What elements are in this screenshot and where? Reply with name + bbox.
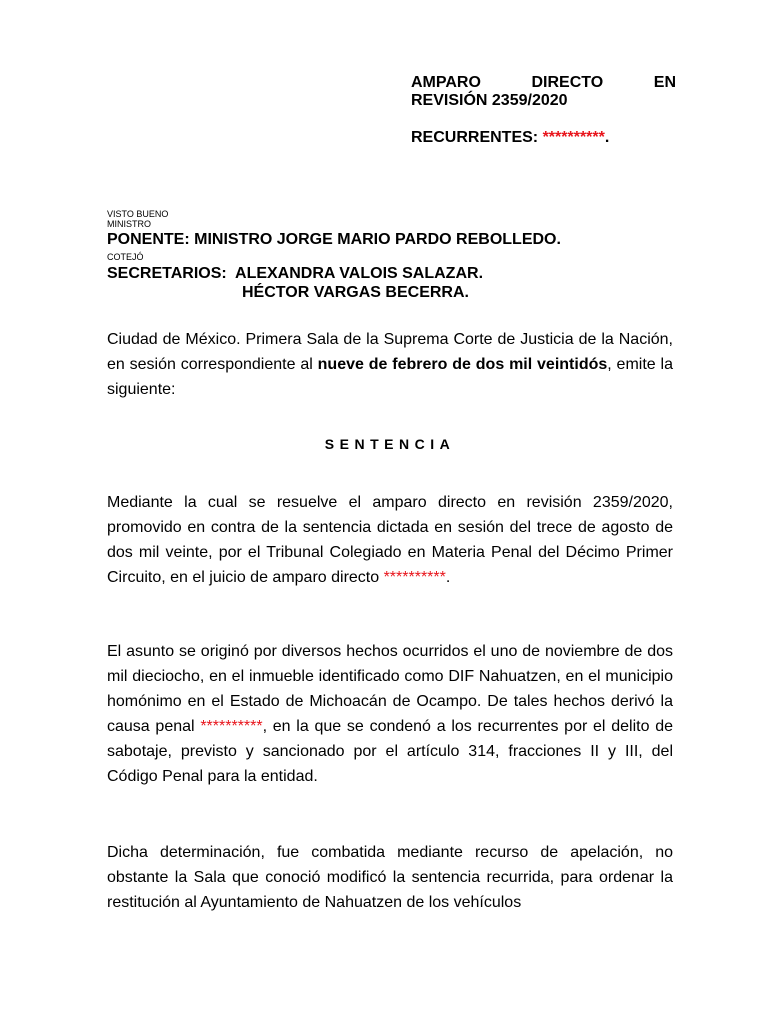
paragraph-1-text: Mediante la cual se resuelve el amparo directo en revisión 2359/2020, promovido en contra de la sentencia dictada en sesión del trece de agosto de dos mil veinte, por el Tribunal Colegiado en Materia Penal del Décimo Primer Circuito, en el juicio de amparo directo [107,494,673,586]
paragraph-3-text: Dicha determinación, fue combatida mediante recurso de apelación, no obstante la Sala que conoció modificó la sentencia recurrida, para ordenar la restitución al Ayuntamiento de Nahuatzen de los vehículos [107,844,673,911]
paragraph-1 [107,490,673,590]
intro-date: nueve de febrero de dos mil veintidós [317,356,608,373]
intro-paragraph [107,327,673,402]
secretario-second: HÉCTOR VARGAS BECERRA. [242,284,469,301]
visto-bueno-line: VISTO BUENO [107,209,169,219]
sentencia-heading: SENTENCIA [324,436,456,452]
visto-bueno-label [107,209,168,229]
paragraph-2 [107,639,673,789]
paragraph-2-text: El asunto se originó por diversos hechos ocurridos el uno de noviembre de dos mil dieciocho, en el inmueble identificado como DIF Nahuatzen, en el municipio homónimo en el Estado de Michoacán de Ocampo. De tales hechos derivó la causa penal [107,643,673,735]
secretarios-line: SECRETARIOS: ALEXANDRA VALOIS SALAZAR. [107,265,484,282]
secretarios-block [107,264,483,302]
paragraph-3 [107,840,673,915]
ponente-line: PONENTE: MINISTRO JORGE MARIO PARDO REBOLLEDO. [107,231,561,248]
recurrentes-period: . [604,129,610,146]
case-word: EN [653,74,676,91]
intro-text-end: , emite la siguiente: [107,356,673,398]
case-title-line [411,74,676,92]
redacted-case-number: ********** [383,569,446,586]
recurrentes-redacted: ********** [542,129,605,146]
paragraph-1-end: . [445,569,451,586]
recurrentes-label: RECURRENTES: [411,129,539,146]
recurrentes-line [411,129,676,147]
case-number: REVISIÓN 2359/2020 [411,92,568,109]
intro-text: Ciudad de México. Primera Sala de la Suprema Corte de Justicia de la Nación, en sesión correspondiente al [107,331,673,373]
case-word: AMPARO [411,74,481,91]
ministro-line: MINISTRO [107,219,151,229]
case-word: DIRECTO [531,74,604,91]
cotejo-label: COTEJÓ [107,252,144,262]
paragraph-2-end: , en la que se condenó a los recurrentes por el delito de sabotaje, previsto y sancionado por el artículo 314, fracciones II y III, del Código Penal para la entidad. [107,718,674,785]
case-header [411,74,676,147]
redacted-causa-penal: ********** [200,718,263,735]
